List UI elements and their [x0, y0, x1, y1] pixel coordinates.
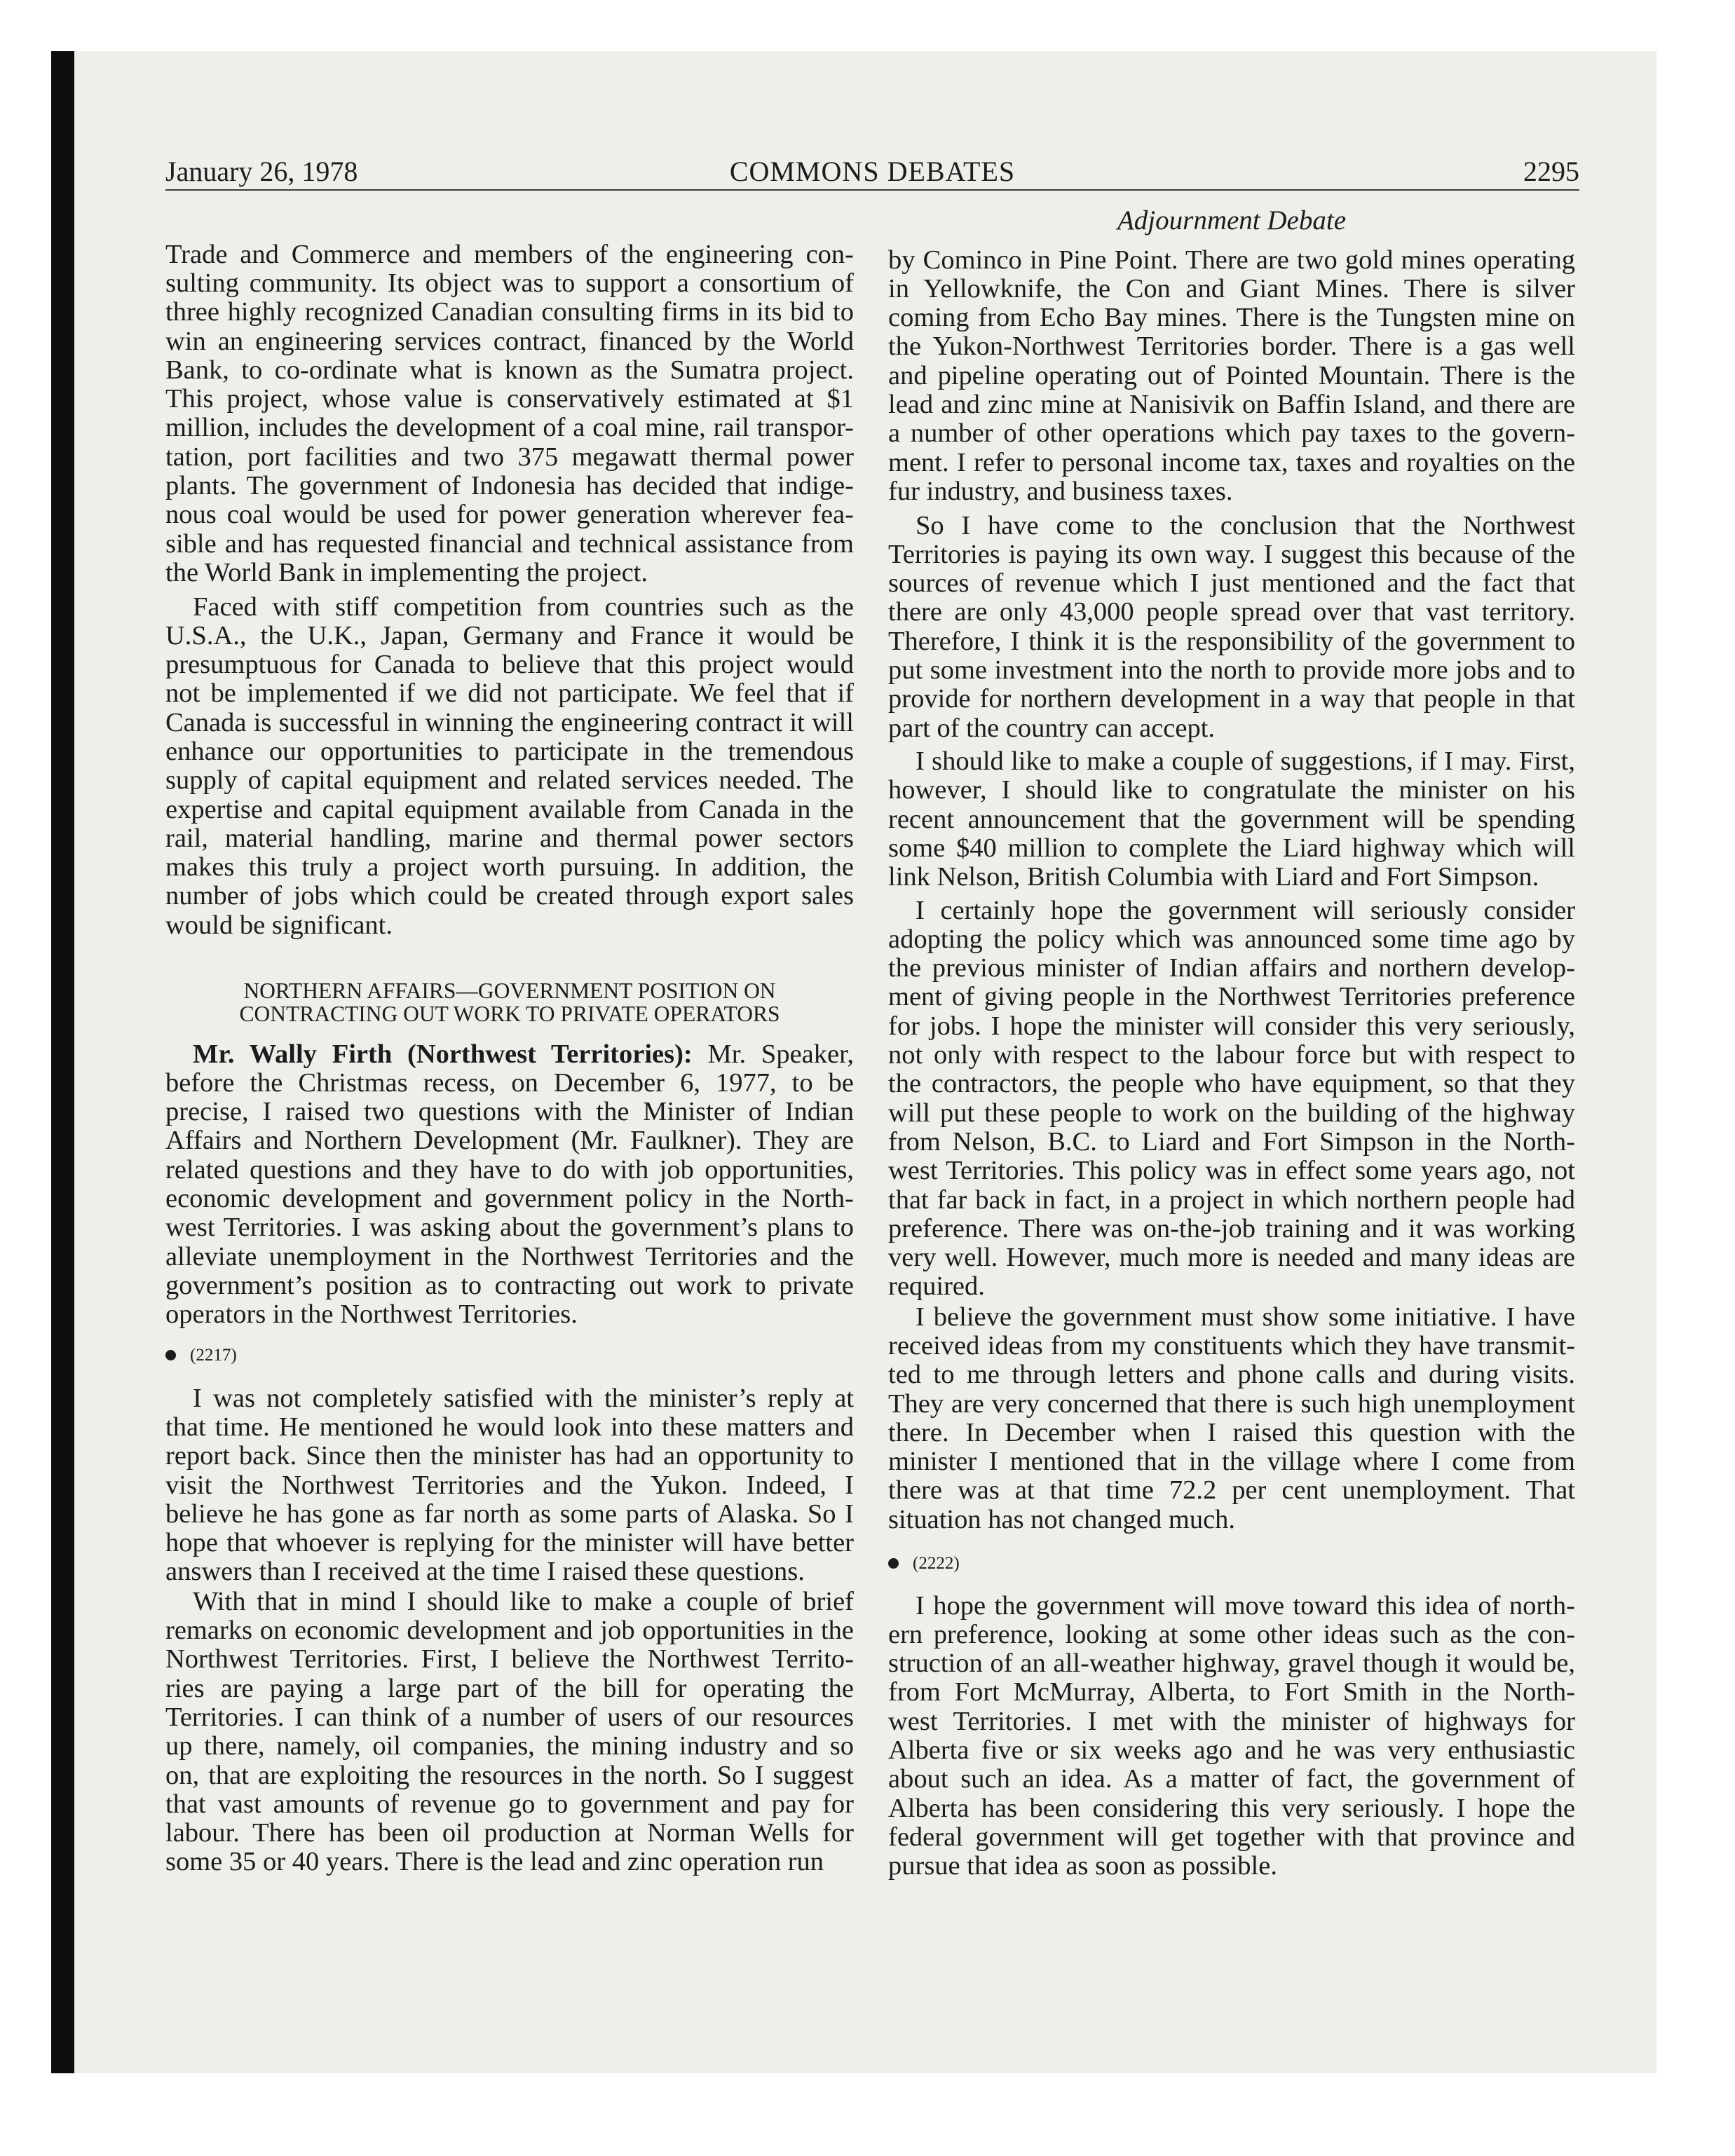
line-text: federal government will get together with that province and — [888, 1822, 1575, 1852]
line-text: by Cominco in Pine Point. There are two gold mines operating — [888, 245, 1575, 275]
text-line — [165, 1790, 854, 1819]
text-line — [165, 709, 854, 737]
line-text: visit the Northwest Territories and the Yukon. Indeed, I — [165, 1470, 854, 1500]
line-text: U.S.A., the U.K., Japan, Germany and France it would be — [165, 620, 854, 650]
line-text: answers than I received at the time I raised these questions. — [165, 1557, 805, 1587]
text-line — [165, 414, 854, 442]
text-line — [165, 1098, 854, 1126]
line-text — [193, 1039, 854, 1069]
line-text: the previous minister of Indian affairs and northern develop- — [888, 953, 1575, 983]
text-line — [165, 1069, 854, 1098]
text-line — [888, 246, 1575, 275]
line-text: west Territories. I was asking about the government’s plans to — [165, 1213, 854, 1243]
line-text: I hope the government will move toward this idea of north- — [916, 1590, 1575, 1621]
text-line — [165, 1040, 854, 1069]
text-line — [165, 1732, 854, 1761]
paragraph — [888, 246, 1575, 507]
text-line — [888, 1243, 1575, 1272]
text-line — [165, 679, 854, 708]
text-line — [888, 1041, 1575, 1070]
line-text: minister I mentioned that in the village where I come from — [888, 1447, 1575, 1477]
time-marker-label: (2217) — [190, 1346, 237, 1365]
line-text: makes this truly a project worth pursuing. In addition, the — [165, 852, 854, 882]
line-text: the World Bank in implementing the project. — [165, 557, 648, 587]
header-title: COMMONS DEBATES — [729, 156, 1016, 187]
text-line — [165, 500, 854, 529]
text-line — [165, 650, 854, 679]
bullet-icon — [888, 1558, 899, 1569]
line-text: there was at that time 72.2 per cent unemployment. That — [888, 1475, 1575, 1506]
text-line — [165, 1442, 854, 1471]
line-text: will put these people to work on the building of the highway — [888, 1098, 1575, 1128]
text-line — [165, 1674, 854, 1703]
text-line — [888, 983, 1575, 1011]
line-text: plants. The government of Indonesia has decided that indige- — [165, 471, 854, 501]
line-text: labour. There has been oil production at Norman Wells for — [165, 1818, 854, 1848]
line-text: lead and zinc mine at Nanisivik on Baffin Island, and there are — [888, 389, 1575, 419]
line-text: million, includes the development of a coal mine, rail transpor- — [165, 413, 854, 443]
text-line — [888, 1707, 1575, 1736]
section-heading — [165, 979, 854, 1025]
text-line — [888, 896, 1575, 925]
time-marker — [888, 1553, 1575, 1574]
line-text: part of the country can accept. — [888, 713, 1216, 743]
text-line — [888, 419, 1575, 448]
text-line — [888, 925, 1575, 954]
paragraph — [888, 512, 1575, 743]
text-line — [888, 1272, 1575, 1301]
text-line — [888, 1360, 1575, 1389]
line-text: I certainly hope the government will seriously consider — [916, 895, 1575, 925]
text-line — [888, 1852, 1575, 1881]
line-text: With that in mind I should like to make a couple of brief — [193, 1586, 854, 1616]
left-column — [165, 0, 854, 1963]
line-text: Canada is successful in winning the engineering contract it will — [165, 707, 854, 737]
paragraph — [165, 1588, 854, 1877]
time-marker-label: (2222) — [913, 1554, 960, 1573]
line-text: I was not completely satisfied with the minister’s reply at — [193, 1383, 854, 1413]
bullet-icon — [165, 1350, 176, 1360]
text-line — [165, 1384, 854, 1413]
text-line — [888, 303, 1575, 332]
line-text: recent announcement that the government will be spending — [888, 804, 1575, 834]
text-line — [165, 1126, 854, 1155]
text-line — [888, 1419, 1575, 1447]
line-text: some $40 million to complete the Liard highway which will — [888, 833, 1575, 863]
line-text: not be implemented if we did not participate. We feel that if — [165, 678, 854, 709]
text-line — [888, 1476, 1575, 1505]
line-text: believe he has gone as far north as some parts of Alaska. So I — [165, 1499, 854, 1529]
line-text: sible and has requested financial and technical assistance from — [165, 528, 854, 559]
line-text: that far back in fact, in a project in which northern people had — [888, 1185, 1575, 1215]
paragraph — [888, 1303, 1575, 1534]
binding-strip — [51, 51, 74, 2073]
text-line — [165, 356, 854, 385]
line-text: struction of an all-weather highway, gravel though it would be, — [888, 1649, 1575, 1679]
text-line — [888, 449, 1575, 477]
line-text: precise, I raised two questions with the Minister of Indian — [165, 1097, 854, 1127]
line-text: enhance our opportunities to participate in the tremendous — [165, 736, 854, 766]
line-text: from Nelson, B.C. to Liard and Fort Simpson in the North- — [888, 1126, 1575, 1157]
line-text: about such an idea. As a matter of fact, the government of — [888, 1764, 1575, 1794]
header-date: January 26, 1978 — [165, 156, 358, 187]
paragraph — [888, 896, 1575, 1302]
text-line — [165, 1413, 854, 1442]
text-line — [165, 882, 854, 910]
text-line — [888, 1332, 1575, 1360]
line-text: Alberta has been considering this very seriously. I hope the — [888, 1793, 1575, 1823]
line-text: put some investment into the north to provide more jobs and to — [888, 655, 1575, 685]
text-line — [165, 1471, 854, 1500]
line-text: sulting community. Its object was to support a consortium of — [165, 268, 854, 298]
text-line — [165, 1500, 854, 1529]
line-text: adopting the policy which was announced some time ago by — [888, 924, 1575, 954]
line-text: situation has not changed much. — [888, 1504, 1236, 1534]
text-line — [888, 776, 1575, 805]
text-line — [165, 530, 854, 559]
line-text: rail, material handling, marine and thermal power sectors — [165, 823, 854, 853]
line-text: some 35 or 40 years. There is the lead and zinc operation run — [165, 1847, 824, 1877]
text-line — [165, 622, 854, 650]
text-line — [888, 390, 1575, 419]
text-line — [165, 1243, 854, 1271]
paragraph — [165, 1040, 854, 1330]
line-text: the contractors, the people who have equipment, so that they — [888, 1069, 1575, 1099]
text-line — [888, 1099, 1575, 1128]
text-line — [888, 1186, 1575, 1215]
text-line — [888, 1621, 1575, 1649]
text-line — [888, 1128, 1575, 1157]
line-text: coming from Echo Bay mines. There is the Tungsten mine on — [888, 303, 1575, 333]
line-text: sources of revenue which I just mentioned and the fact that — [888, 568, 1575, 599]
text-line — [165, 1703, 854, 1732]
text-line — [888, 569, 1575, 598]
line-text: ment. I refer to personal income tax, taxes and royalties on the — [888, 447, 1575, 477]
text-line — [888, 1794, 1575, 1823]
line-text: nous coal would be used for power generation wherever fea- — [165, 500, 854, 530]
text-line — [165, 1300, 854, 1329]
line-text: I should like to make a couple of suggestions, if I may. First, — [916, 746, 1575, 776]
text-line — [165, 1761, 854, 1790]
text-line — [888, 863, 1575, 892]
line-text: number of jobs which could be created through export sales — [165, 881, 854, 911]
line-text: there. In December when I raised this question with the — [888, 1417, 1575, 1447]
text-line — [888, 362, 1575, 390]
line-text: Faced with stiff competition from countries such as the — [193, 592, 854, 622]
text-line — [888, 1303, 1575, 1332]
text-line — [165, 853, 854, 882]
line-text: preference. There was on-the-job training and it was working — [888, 1213, 1575, 1243]
text-line — [165, 559, 854, 587]
line-text: on, that are exploiting the resources in the north. So I suggest — [165, 1760, 854, 1790]
text-line — [888, 805, 1575, 834]
line-text: So I have come to the conclusion that the Northwest — [916, 510, 1575, 540]
text-line — [165, 1271, 854, 1300]
section-label: Adjournment Debate — [1117, 205, 1346, 236]
text-line — [165, 1185, 854, 1213]
text-line — [165, 737, 854, 766]
line-text: alleviate unemployment in the Northwest Territories and the — [165, 1241, 854, 1271]
line-text: report back. Since then the minister has had an opportunity to — [165, 1441, 854, 1471]
line-text: Trade and Commerce and members of the engineering con- — [165, 239, 854, 269]
text-line — [165, 1645, 854, 1674]
text-line — [165, 1848, 854, 1876]
line-text: This project, whose value is conservatively estimated at $1 — [165, 384, 854, 414]
text-line — [165, 298, 854, 327]
text-line — [165, 1819, 854, 1848]
text-line — [888, 332, 1575, 361]
line-text: I believe the government must show some initiative. I have — [916, 1302, 1575, 1332]
text-line — [888, 1390, 1575, 1419]
text-line — [888, 477, 1575, 506]
line-text: received ideas from my constituents which they have transmit- — [888, 1330, 1575, 1360]
text-line — [165, 824, 854, 853]
line-text: Territories. I can think of a number of users of our resources — [165, 1702, 854, 1732]
paragraph — [165, 1384, 854, 1587]
line-text: hope that whoever is replying for the minister will have better — [165, 1528, 854, 1558]
line-text: expertise and capital equipment available from Canada in the — [165, 794, 854, 824]
text-line — [888, 1823, 1575, 1852]
text-line — [165, 443, 854, 472]
line-text: for jobs. I hope the minister will consider this very seriously, — [888, 1011, 1575, 1041]
line-text: remarks on economic development and job opportunities in the — [165, 1616, 854, 1646]
line-text-rest: Mr. Speaker, — [707, 1039, 854, 1069]
paragraph — [888, 747, 1575, 892]
text-line — [888, 1736, 1575, 1765]
line-text: government’s position as to contracting out work to private — [165, 1270, 854, 1300]
line-text: not only with respect to the labour force but with respect to — [888, 1040, 1575, 1070]
text-line — [888, 747, 1575, 776]
text-line — [888, 685, 1575, 714]
text-line — [888, 954, 1575, 983]
line-text: the Yukon-Northwest Territories border. There is a gas well — [888, 332, 1575, 362]
line-text: presumptuous for Canada to believe that this project would — [165, 650, 854, 680]
text-line — [888, 834, 1575, 863]
line-text: link Nelson, British Columbia with Liard and Fort Simpson. — [888, 862, 1539, 892]
line-text: up there, namely, oil companies, the mining industry and so — [165, 1731, 854, 1761]
line-text: in Yellowknife, the Con and Giant Mines. There is silver — [888, 273, 1575, 303]
line-text: that vast amounts of revenue go to government and pay for — [165, 1789, 854, 1819]
line-text: ries are paying a large part of the bill for operating the — [165, 1673, 854, 1703]
text-line — [888, 1765, 1575, 1794]
line-text: economic development and government policy in the North- — [165, 1183, 854, 1213]
line-text: win an engineering services contract, financed by the World — [165, 326, 854, 356]
line-text: there are only 43,000 people spread over that vast territory. — [888, 597, 1575, 627]
line-text: west Territories. This policy was in effect some years ago, not — [888, 1156, 1575, 1186]
line-text: Therefore, I think it is the responsibility of the government to — [888, 626, 1575, 656]
line-text: ted to me through letters and phone calls and during visits. — [888, 1360, 1575, 1390]
line-text: very well. However, much more is needed and many ideas are — [888, 1243, 1575, 1273]
paragraph — [165, 240, 854, 588]
text-line — [888, 1592, 1575, 1621]
line-text: west Territories. I met with the minister of highways for — [888, 1706, 1575, 1736]
text-line — [165, 1156, 854, 1185]
text-line — [165, 327, 854, 356]
text-line — [165, 1588, 854, 1616]
text-line — [888, 627, 1575, 656]
text-line — [888, 512, 1575, 540]
line-text: that time. He mentioned he would look into these matters and — [165, 1412, 854, 1442]
line-text: related questions and they have to do with job opportunities, — [165, 1154, 854, 1185]
text-line — [165, 240, 854, 269]
text-line — [888, 714, 1575, 743]
line-text: a number of other operations which pay taxes to the govern- — [888, 418, 1575, 449]
text-line — [165, 1557, 854, 1586]
line-text: tation, port facilities and two 375 megawatt thermal power — [165, 442, 854, 472]
text-line — [165, 385, 854, 414]
text-line — [888, 656, 1575, 685]
line-text: provide for northern development in a way that people in that — [888, 684, 1575, 714]
text-line — [165, 796, 854, 824]
line-text: Territories is paying its own way. I suggest this because of the — [888, 539, 1575, 569]
text-line — [888, 275, 1575, 303]
line-text: however, I should like to congratulate the minister on his — [888, 775, 1575, 805]
text-line — [165, 1529, 854, 1557]
line-text: Northwest Territories. First, I believe the Northwest Territo- — [165, 1644, 854, 1674]
line-text: required. — [888, 1271, 985, 1302]
text-line — [165, 766, 854, 795]
paragraph — [888, 1592, 1575, 1881]
text-line — [165, 593, 854, 622]
line-text: Bank, to co-ordinate what is known as the Sumatra project. — [165, 355, 854, 385]
line-text: operators in the Northwest Territories. — [165, 1299, 578, 1330]
text-line — [165, 472, 854, 500]
text-line — [888, 540, 1575, 569]
speaker-name: Mr. Wally Firth (Northwest Territories): — [193, 1039, 693, 1069]
line-text: before the Christmas recess, on December 6, 1977, to be — [165, 1067, 854, 1098]
line-text: three highly recognized Canadian consulting firms in its bid to — [165, 297, 854, 327]
line-text: Alberta five or six weeks ago and he was very enthusiastic — [888, 1735, 1575, 1766]
text-line — [888, 1678, 1575, 1707]
line-text: supply of capital equipment and related services needed. The — [165, 765, 854, 796]
line-text: from Fort McMurray, Alberta, to Fort Smith in the North- — [888, 1677, 1575, 1707]
line-text: pursue that idea as soon as possible. — [888, 1851, 1277, 1881]
text-line — [888, 1447, 1575, 1476]
text-line — [165, 1213, 854, 1242]
time-marker — [165, 1345, 854, 1366]
line-text: and pipeline operating out of Pointed Mountain. There is the — [888, 360, 1575, 390]
paragraph — [165, 593, 854, 941]
right-column — [888, 0, 1575, 1963]
text-line — [888, 1157, 1575, 1185]
text-line — [888, 1649, 1575, 1678]
section-heading-line: CONTRACTING OUT WORK TO PRIVATE OPERATORS — [239, 1002, 780, 1026]
text-line — [888, 1012, 1575, 1041]
line-text: fur industry, and business taxes. — [888, 476, 1233, 506]
text-line — [165, 1616, 854, 1645]
line-text: ern preference, looking at some other ideas such as the con- — [888, 1619, 1575, 1649]
text-line — [888, 1506, 1575, 1534]
text-line — [888, 1215, 1575, 1243]
text-line — [888, 1070, 1575, 1098]
text-line — [888, 598, 1575, 627]
line-text: ment of giving people in the Northwest Territories preference — [888, 982, 1575, 1012]
text-line — [165, 269, 854, 298]
section-heading-line: NORTHERN AFFAIRS—GOVERNMENT POSITION ON — [243, 978, 776, 1003]
page-number: 2295 — [1523, 156, 1579, 187]
line-text: Affairs and Northern Development (Mr. Faulkner). They are — [165, 1126, 854, 1156]
line-text: would be significant. — [165, 910, 393, 940]
text-line — [165, 911, 854, 940]
line-text: They are very concerned that there is such high unemployment — [888, 1389, 1575, 1419]
